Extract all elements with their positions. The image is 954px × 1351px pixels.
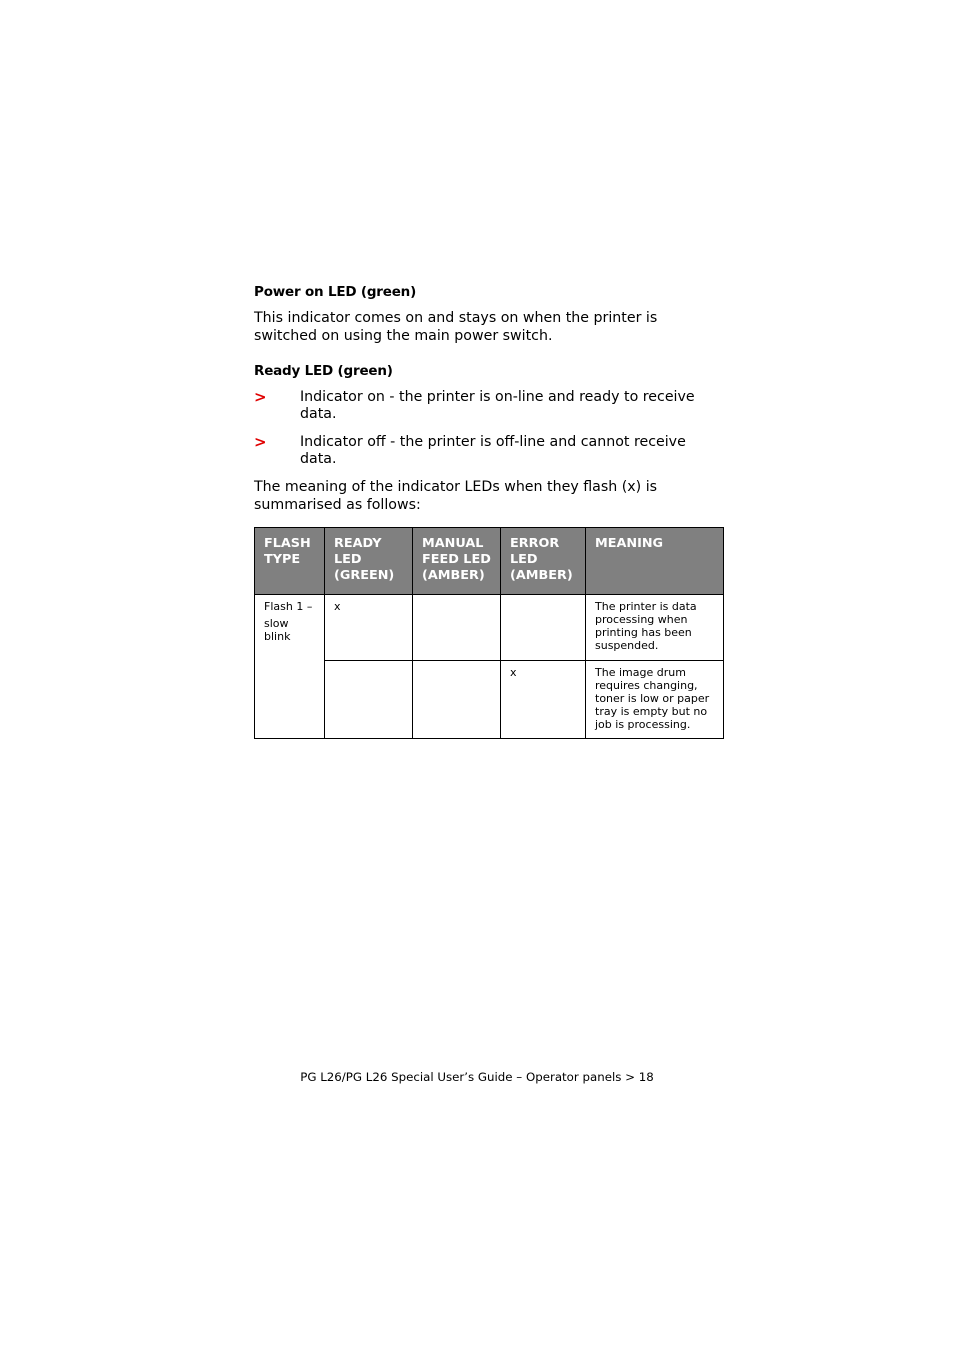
table-row	[255, 595, 724, 661]
bullet-text: Indicator off - the printer is off-line and cannot receive data.	[300, 434, 686, 467]
power-on-led-description: This indicator comes on and stays on when the printer is switched on using the main power switch.	[254, 310, 658, 344]
led-summary-text: The meaning of the indicator LEDs when they flash (x) is summarised as follows:	[254, 479, 658, 513]
cell-flash-type	[255, 595, 325, 739]
power-on-led-heading: Power on LED (green)	[254, 284, 417, 300]
table-row	[255, 661, 724, 739]
cell-meaning: The image drum requires changing, toner is low or paper tray is empty but no job is processing.	[586, 661, 724, 739]
bullet-item	[254, 434, 724, 468]
header-error-led: ERROR LED (AMBER)	[501, 528, 586, 595]
cell-ready-led	[325, 661, 413, 739]
flash-type-line2: slow blink	[264, 617, 291, 643]
header-flash-type: FLASH TYPE	[255, 528, 325, 595]
bullet-text: Indicator on - the printer is on-line and ready to receive data.	[300, 389, 695, 422]
header-ready-led: READY LED (GREEN)	[325, 528, 413, 595]
bullet-item	[254, 389, 724, 423]
page-footer: PG L26/PG L26 Special User’s Guide – Operator panels > 18	[300, 1070, 654, 1084]
flash-type-line1: Flash 1 –	[264, 600, 313, 613]
cell-error-led	[501, 595, 586, 661]
led-flash-table	[254, 527, 724, 739]
ready-led-heading: Ready LED (green)	[254, 363, 393, 379]
cell-error-led: x	[501, 661, 586, 739]
bullet-marker-icon: >	[254, 433, 267, 451]
ready-led-bullet-list	[254, 389, 724, 468]
cell-manual-feed-led	[413, 595, 501, 661]
cell-meaning: The printer is data processing when printing has been suspended.	[586, 595, 724, 661]
table-header-row	[255, 528, 724, 595]
cell-ready-led: x	[325, 595, 413, 661]
document-content	[254, 284, 724, 739]
header-meaning: MEANING	[586, 528, 724, 595]
header-manual-feed-led: MANUAL FEED LED (AMBER)	[413, 528, 501, 595]
bullet-marker-icon: >	[254, 388, 267, 406]
cell-manual-feed-led	[413, 661, 501, 739]
